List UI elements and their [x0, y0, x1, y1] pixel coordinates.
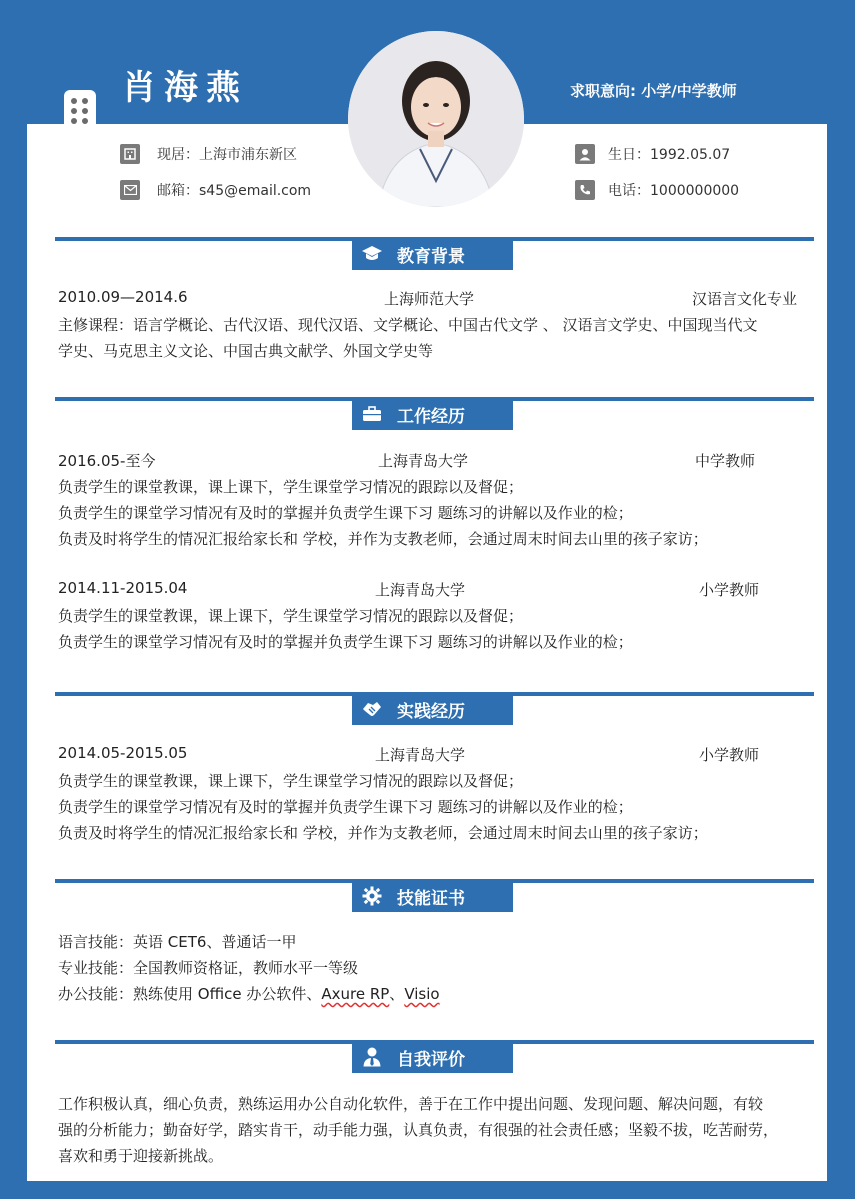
- skill-office-sep: 、: [389, 985, 405, 1003]
- phone-label: 电话：: [608, 183, 650, 199]
- practice-title: 实践经历: [397, 701, 465, 722]
- work-title: 工作经历: [397, 406, 465, 427]
- education-heading: [352, 238, 513, 270]
- briefcase-icon: [361, 403, 383, 425]
- email-value: s45@email.com: [199, 183, 312, 199]
- skill-office-visio: Visio: [404, 985, 440, 1003]
- residence-value: 上海市浦东新区: [199, 147, 297, 163]
- resume-card: [27, 124, 827, 1181]
- info-email: [120, 180, 311, 200]
- gear-icon: [361, 885, 383, 907]
- phone-value: 1000000000: [650, 183, 740, 199]
- skill-language-label: 语言技能：: [58, 933, 134, 951]
- practice-org: 上海青岛大学: [375, 746, 466, 764]
- job2-duty: 负责学生的课堂学习情况有及时的掌握并负责学生课下习 题练习的讲解以及作业的检；: [58, 633, 633, 651]
- self-eval-line2: 强的分析能力；勤奋好学，踏实肯干，动手能力强，认真负责，有很强的社会责任感；坚毅不拔，吃苦耐劳，: [58, 1121, 779, 1139]
- skill-professional-value: 全国教师资格证，教师水平一等级: [133, 959, 359, 977]
- building-icon: [120, 144, 140, 164]
- job2-duty: 负责学生的课堂教课，课上课下，学生课堂学习情况的跟踪以及督促；: [58, 607, 524, 625]
- info-birth: [575, 144, 730, 164]
- job1-role: 中学教师: [695, 452, 756, 470]
- edu-period: 2010.09—2014.6: [58, 288, 188, 306]
- skill-language-value: 英语 CET6、普通话一甲: [133, 933, 297, 951]
- skill-office: [58, 983, 440, 1004]
- person-icon: [575, 144, 595, 164]
- skills-heading: [352, 880, 513, 912]
- job1-duty: 负责学生的课堂学习情况有及时的掌握并负责学生课下习 题练习的讲解以及作业的检；: [58, 504, 633, 522]
- practice-duty: 负责学生的课堂学习情况有及时的掌握并负责学生课下习 题练习的讲解以及作业的检；: [58, 798, 633, 816]
- graduation-cap-icon: [361, 243, 383, 265]
- job2-role: 小学教师: [699, 581, 760, 599]
- self-eval-title: 自我评价: [397, 1049, 465, 1070]
- self-eval-line3: 喜欢和勇于迎接新挑战。: [58, 1147, 224, 1165]
- grip-icon: [64, 90, 96, 128]
- skill-office-axure: Axure RP: [321, 985, 390, 1003]
- portrait-illustration: [348, 31, 524, 207]
- skill-language: [58, 931, 296, 952]
- edu-courses-line2: 学史、马克思主义文论、中国古典文献学、外国文学史等: [58, 342, 434, 360]
- skill-office-prefix: 熟练使用 Office 办公软件、: [133, 985, 322, 1003]
- self-eval-heading: [352, 1041, 513, 1073]
- edu-school: 上海师范大学: [384, 290, 475, 308]
- job-intent-label: 求职意向:: [570, 82, 636, 100]
- skill-professional: [58, 957, 358, 978]
- practice-heading: [352, 693, 513, 725]
- handshake-icon: [361, 698, 383, 720]
- birth-label: 生日：: [608, 147, 650, 163]
- practice-duty: 负责学生的课堂教课，课上课下，学生课堂学习情况的跟踪以及督促；: [58, 772, 524, 790]
- job-intent-value: 小学/中学教师: [641, 82, 737, 100]
- job1-duty: 负责及时将学生的情况汇报给家长和 学校，并作为支教老师，会通过周末时间去山里的孩子家访；: [58, 530, 708, 548]
- edu-courses-line1: 主修课程：语言学概论、古代汉语、现代汉语、文学概论、中国古代文学 、 汉语言文学史、中国现当代文: [58, 316, 758, 334]
- edu-major: 汉语言文化专业: [692, 290, 798, 308]
- user-tie-icon: [361, 1046, 383, 1068]
- job2-period: 2014.11-2015.04: [58, 579, 188, 597]
- profile-photo: [348, 31, 524, 207]
- education-title: 教育背景: [397, 246, 465, 267]
- job2-org: 上海青岛大学: [375, 581, 466, 599]
- practice-period: 2014.05-2015.05: [58, 744, 188, 762]
- practice-duty: 负责及时将学生的情况汇报给家长和 学校，并作为支教老师，会通过周末时间去山里的孩子家访；: [58, 824, 708, 842]
- email-label: 邮箱：: [157, 183, 199, 199]
- job1-org: 上海青岛大学: [378, 452, 469, 470]
- skill-office-label: 办公技能：: [58, 985, 134, 1003]
- birth-value: 1992.05.07: [650, 147, 731, 163]
- envelope-icon: [120, 180, 140, 200]
- info-residence: [120, 144, 297, 164]
- skill-professional-label: 专业技能：: [58, 959, 134, 977]
- candidate-name: 肖海燕: [122, 68, 248, 108]
- phone-icon: [575, 180, 595, 200]
- practice-role: 小学教师: [699, 746, 760, 764]
- skills-title: 技能证书: [397, 888, 465, 909]
- job1-duty: 负责学生的课堂教课，课上课下，学生课堂学习情况的跟踪以及督促；: [58, 478, 524, 496]
- work-heading: [352, 398, 513, 430]
- info-phone: [575, 180, 739, 200]
- residence-label: 现居：: [157, 147, 199, 163]
- job1-period: 2016.05-至今: [58, 452, 156, 470]
- self-eval-line1: 工作积极认真，细心负责，熟练运用办公自动化软件，善于在工作中提出问题、发现问题、解决问题，有较: [58, 1095, 764, 1113]
- job-intent: [570, 80, 737, 101]
